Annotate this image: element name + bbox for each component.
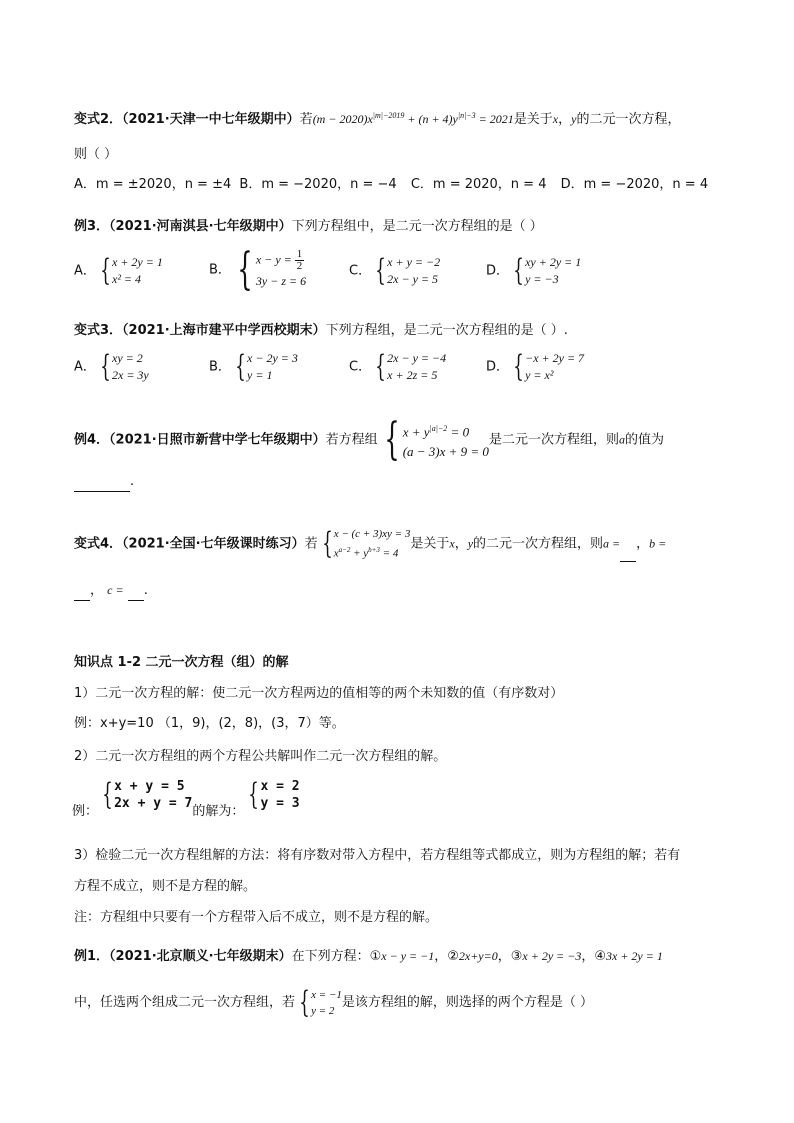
text: 的值为 (624, 432, 664, 448)
kp-para-3a: 3）检验二元一次方程组解的方法：将有序数对带入方程中，若方程组等式都成立，则为方程组的解；若有 (74, 848, 681, 863)
var-x: x (552, 112, 559, 126)
blank-a[interactable] (620, 549, 636, 562)
kp-para-3b: 方程不成立，则不是方程的解。 (74, 879, 257, 894)
example-4-label: 例4．（2021·日照市新营中学七年级期中） (74, 432, 326, 448)
text: 是二元一次方程组，则 (488, 432, 619, 448)
option-d: D．m = −2020，n = 4 (560, 177, 709, 192)
example-3-option-b: B． { x − y = $\frac{1}{2}$ 3y − z = 6 (209, 244, 307, 295)
example-3-option-a: A． { x + 2y = 1 x² = 4 (74, 253, 163, 288)
example-3-label: 例3．（2021·河南淇县·七年级期中） (74, 219, 292, 234)
option-c: C．m = 2020，n = 4 (410, 177, 547, 192)
text: 是关于 (513, 112, 553, 127)
variant-2-question (74, 106, 680, 130)
variant-2-line2: 则（ ） (74, 147, 118, 162)
text: 若 (299, 112, 313, 127)
variant-2-options (74, 175, 708, 195)
kp-para-1: 1）二元一次方程的解：使二元一次方程两边的值相等的两个未知数的值（有序数对） (74, 686, 564, 701)
knowledge-point-title: 知识点 1-2 二元一次方程（组）的解 (74, 655, 289, 670)
variant-4-label: 变式4．（2021·全国·七年级课时练习） (74, 536, 305, 552)
kp-note: 注：方程组中只要有一个方程带入后不成立，则不是方程的解。 (74, 910, 439, 925)
text: 下列方程组，是二元一次方程组的是（ ）. (325, 323, 568, 338)
variant-4-question: 变式4．（2021·全国·七年级课时练习）若 { x − (c + 3)xy = 3 $x^{a-2} + y^{b+3} = 4$ 是关于x，y的二元一次方程组，则a = ，b = (74, 525, 667, 561)
text: ， (558, 112, 572, 127)
variant-3-question (74, 321, 568, 341)
var-a: a (618, 432, 625, 447)
answer-blank[interactable] (74, 477, 130, 492)
blank-b[interactable] (74, 588, 90, 601)
example-4-answer: . (74, 472, 134, 492)
variant-3-option-b: B． { x − 2y = 3 y = 1 (209, 349, 298, 384)
example-3-option-c: C． { x + y = −2 2x − y = 5 (349, 253, 441, 288)
kp-example-2: 例： { x + y = 5 2x + y = 7 的解为： { x = 2 y = 3 (72, 777, 300, 819)
option-b: B．m = −2020，n = −4 (239, 177, 397, 192)
example-1-line2: 中，任选两个组成二元一次方程组，若 { x = −1 y = 2 是该方程组的解，则选择的两个方程是（ ） (74, 984, 593, 1020)
example-3-question (74, 217, 543, 237)
variant-3-option-c: C． { 2x − y = −4 x + 2z = 5 (349, 349, 447, 384)
variant-2-label: 变式2．（2021·天津一中七年级期中） (74, 112, 300, 127)
variant-3-label: 变式3．（2021·上海市建平中学西校期末） (74, 323, 326, 338)
example-3-option-d: D． { xy + 2y = 1 y = −3 (486, 253, 582, 288)
example-1-label: 例1．（2021·北京顺义·七年级期末） (74, 949, 292, 964)
kp-para-2: 2）二元一次方程组的两个方程公共解叫作二元一次方程组的解。 (74, 749, 447, 764)
text: 若方程组 (325, 432, 378, 448)
variant-3-option-a: A． { xy = 2 2x = 3y (74, 349, 149, 384)
kp-example-1: 例：x+y=10 （1，9)，(2，8)，(3，7）等。 (74, 716, 345, 731)
option-a: A．m = ±2020，n = ±4 (74, 177, 232, 192)
example-4-question: 例4．（2021·日照市新营中学七年级期中）若方程组 { $x + y^{|a|-2} = 0$ (a − 3)x + 9 = 0 是二元一次方程组，则a的值为 (74, 414, 664, 465)
example-1-question: 例1．（2021·北京顺义·七年级期末）在下列方程：①x − y = −1，②2x+y=0，③x + 2y = −3，④3x + 2y = 1 (74, 949, 663, 964)
var-y: y (571, 112, 577, 126)
text: 的二元一次方程， (576, 112, 681, 127)
blank-c[interactable] (128, 588, 144, 601)
variant-3-option-d: D． { −x + 2y = 7 y = x² (486, 349, 585, 384)
variant-4-line2: ， c = . (74, 580, 148, 601)
formula: $(m - 2020)x^{|m|-2019} + (n + 4)y^{|n|-3} = 2021$ (312, 111, 514, 126)
text: 下列方程组中，是二元一次方程组的是（ ） (291, 219, 543, 234)
